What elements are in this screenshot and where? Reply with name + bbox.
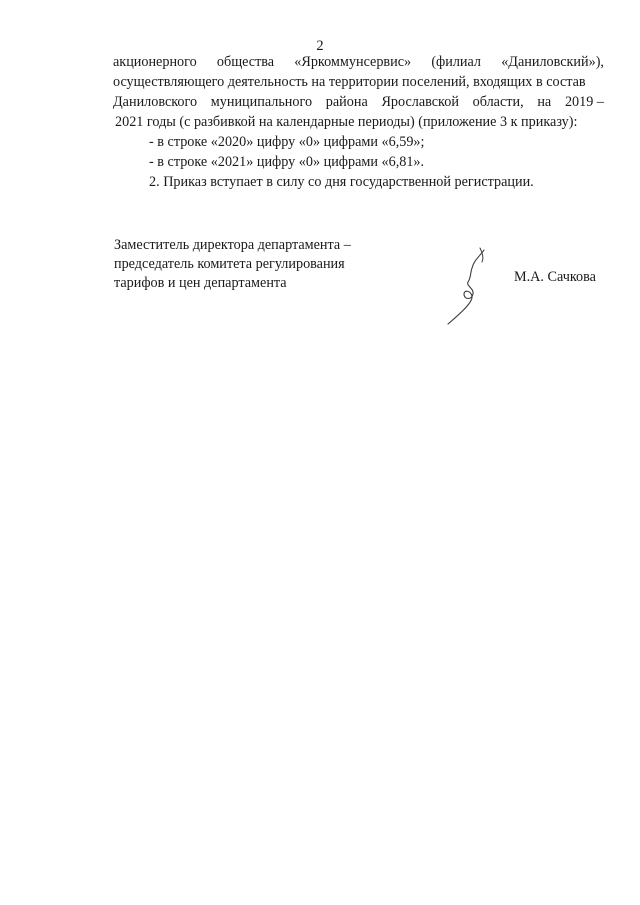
bullet-2021: - в строке «2021» цифру «0» цифрами «6,81». (149, 154, 425, 170)
word: (филиал (431, 54, 481, 70)
word: области, (472, 94, 524, 110)
word: Даниловского (113, 94, 198, 110)
paragraph-1-line-4: 2021 годы (с разбивкой на календарные периоды) (приложение 3 к приказу): (115, 114, 578, 130)
paragraph-2: 2. Приказ вступает в силу со дня государственной регистрации. (149, 174, 534, 190)
signatory-name: М.А. Сачкова (514, 269, 596, 285)
word: муниципального (210, 94, 313, 110)
signatory-title-line-1: Заместитель директора департамента – (114, 237, 351, 253)
word: общества (216, 54, 275, 70)
handwritten-signature (440, 244, 500, 328)
word: района (325, 94, 368, 110)
bullet-2020: - в строке «2020» цифру «0» цифрами «6,59»; (149, 134, 425, 150)
word: 2019 – (564, 94, 604, 110)
paragraph-1-line-1 (113, 53, 604, 71)
word: акционерного (113, 54, 197, 70)
signatory-title-line-2: председатель комитета регулирования (114, 256, 345, 272)
word: на (537, 94, 552, 110)
word: «Яркоммунсервис» (294, 54, 412, 70)
word: «Даниловский»), (501, 54, 604, 70)
paragraph-1-line-2: осуществляющего деятельность на территории поселений, входящих в состав (113, 74, 586, 90)
word: Ярославской (381, 94, 459, 110)
page-number: 2 (316, 38, 324, 54)
paragraph-1-line-3 (113, 93, 604, 111)
signatory-title-line-3: тарифов и цен департамента (114, 275, 287, 291)
